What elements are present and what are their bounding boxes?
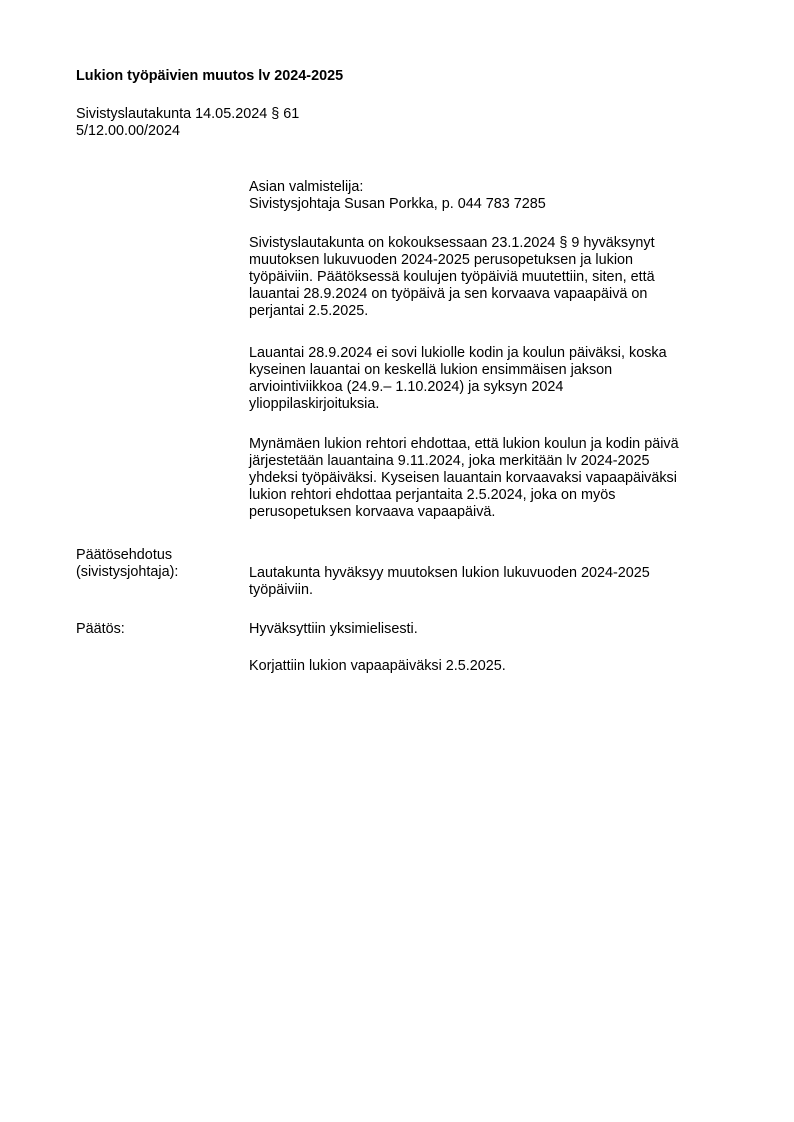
paragraph-line: Mynämäen lukion rehtori ehdottaa, että lukion koulun ja kodin päivä — [249, 436, 679, 452]
paragraph-line: työpäiviin. Päätöksessä koulujen työpäiviä muutettiin, siten, että — [249, 269, 655, 285]
paragraph-line: kyseinen lauantai on keskellä lukion ensimmäisen jakson — [249, 362, 613, 378]
correction-text — [249, 658, 731, 675]
proposal-label-line: Päätösehdotus — [76, 547, 173, 563]
paragraph-line: perusopetuksen korvaava vapaapäivä. — [249, 504, 496, 520]
paragraph-line: ylioppilaskirjoituksia. — [249, 396, 380, 412]
preparer-label: Asian valmistelija: — [249, 179, 364, 195]
paragraph-line: perjantai 2.5.2025. — [249, 303, 369, 319]
preparer-block — [249, 179, 731, 213]
paragraph-line: lukion rehtori ehdottaa perjantaita 2.5.2024, joka on myös — [249, 487, 616, 503]
paragraph-3 — [249, 436, 731, 521]
proposal-line: Lautakunta hyväksyy muutoksen lukion lukuvuoden 2024-2025 — [249, 565, 650, 581]
paragraph-line: muutoksen lukuvuoden 2024-2025 perusopetuksen ja lukion — [249, 252, 634, 268]
correction-line: Korjattiin lukion vapaapäiväksi 2.5.2025. — [249, 658, 506, 674]
paragraph-line: yhdeksi työpäiväksi. Kyseisen lauantain korvaavaksi vapaapäiväksi — [249, 470, 677, 486]
proposal-label-line: (sivistysjohtaja): — [76, 564, 179, 580]
preparer-name: Sivistysjohtaja Susan Porkka, p. 044 783 7285 — [249, 196, 546, 212]
proposal-label — [76, 547, 246, 581]
document-title: Lukion työpäivien muutos lv 2024-2025 — [76, 68, 344, 84]
meeting-line: Sivistyslautakunta 14.05.2024 § 61 — [76, 106, 300, 122]
paragraph-2 — [249, 345, 731, 413]
proposal-line: työpäiviin. — [249, 582, 313, 598]
record-number: 5/12.00.00/2024 — [76, 123, 181, 139]
meeting-info — [76, 106, 299, 140]
paragraph-1 — [249, 235, 731, 320]
paragraph-line: Lauantai 28.9.2024 ei sovi lukiolle kodin ja koulun päiväksi, koska — [249, 345, 667, 361]
paragraph-line: Sivistyslautakunta on kokouksessaan 23.1.2024 § 9 hyväksynyt — [249, 235, 655, 251]
proposal-text — [249, 565, 731, 599]
paragraph-line: arviointiviikkoa (24.9.– 1.10.2024) ja syksyn 2024 — [249, 379, 564, 395]
decision-label: Päätös: — [76, 621, 125, 637]
decision-text — [249, 621, 731, 638]
paragraph-line: järjestetään lauantaina 9.11.2024, joka merkitään lv 2024-2025 — [249, 453, 650, 469]
paragraph-line: lauantai 28.9.2024 on työpäivä ja sen korvaava vapaapäivä on — [249, 286, 648, 302]
decision-line: Hyväksyttiin yksimielisesti. — [249, 621, 418, 637]
